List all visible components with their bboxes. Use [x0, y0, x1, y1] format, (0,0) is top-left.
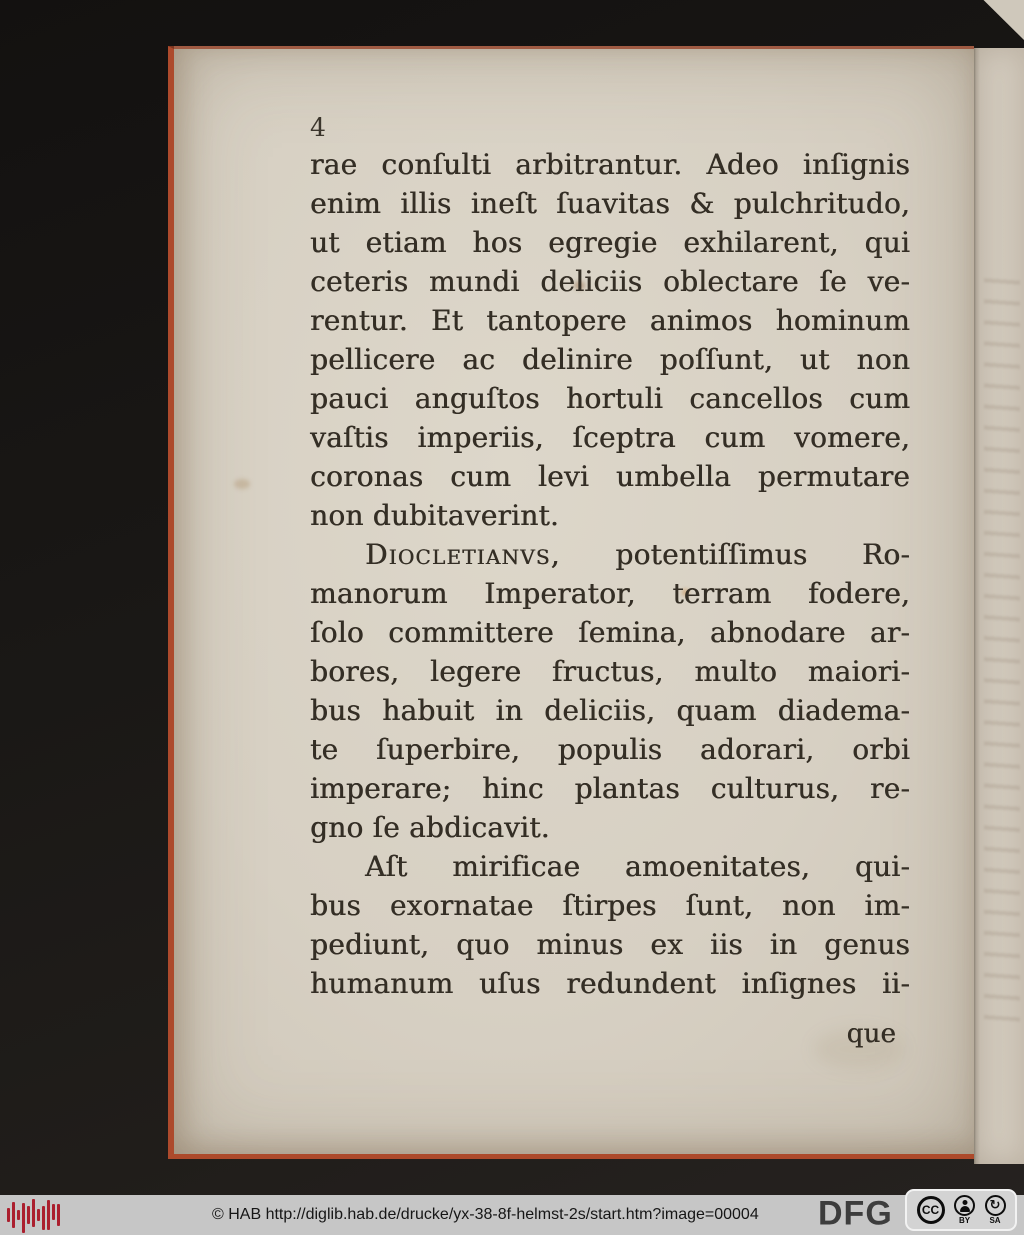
cc-icon: CC	[917, 1196, 945, 1224]
by-block	[954, 1195, 975, 1225]
text-line: enim illis ineſt ſuavitas & pulchritudo,	[310, 187, 910, 220]
text-line: bus habuit in deliciis, quam diadema-	[310, 694, 910, 727]
small-caps-name: Diocletianvs,	[365, 538, 561, 571]
text-line: pellicere ac delinire poſſunt, ut non	[310, 343, 910, 376]
text-line: pauci anguſtos hortuli cancellos cum	[310, 382, 910, 415]
sa-label: SA	[989, 1216, 1001, 1225]
text-line: coronas cum levi umbella permutare	[310, 460, 910, 493]
next-page-edge	[974, 48, 1024, 1164]
text-line: bores, legere fructus, multo maiori-	[310, 655, 910, 688]
text-line: ceteris mundi deliciis oblectare ſe ve-	[310, 265, 910, 298]
by-label: BY	[958, 1216, 971, 1225]
text-line: ut etiam hos egregie exhilarent, qui	[310, 226, 910, 259]
text-line: pediunt, quo minus ex iis in genus	[310, 928, 910, 961]
text-block	[310, 145, 910, 1054]
text-line-rest: potentiſſimus Ro-	[560, 538, 910, 571]
sa-block	[985, 1195, 1006, 1225]
page-corner	[980, 0, 1024, 40]
paper-stain	[234, 479, 250, 489]
text-line	[310, 535, 910, 574]
text-line: te ſuperbire, populis adorari, orbi	[310, 733, 910, 766]
copyright-text: © HAB http://diglib.hab.de/drucke/yx-38-8f-helmst-2s/start.htm?image=00004	[212, 1206, 759, 1223]
text-line: rae conſulti arbitrantur. Adeo inſignis	[310, 148, 910, 181]
hab-logo-icon	[7, 1198, 67, 1232]
text-line: gno ſe abdicavit.	[310, 811, 550, 844]
catchword: que	[846, 1019, 896, 1049]
text-line: non dubitaverint.	[310, 499, 559, 532]
text-line: ſolo committere ſemina, abnodare ar-	[310, 616, 910, 649]
sa-icon: ↻	[985, 1195, 1006, 1216]
text-line: bus exornatae ſtirpes ſunt, non im-	[310, 889, 910, 922]
text-line: imperare; hinc plantas culturus, re-	[310, 772, 910, 805]
by-icon	[954, 1195, 975, 1216]
text-line: Aſt mirificae amoenitates, qui-	[365, 850, 910, 883]
footer-bar	[0, 1195, 1024, 1235]
text-line: vaſtis imperiis, ſceptra cum vomere,	[310, 421, 910, 454]
dfg-logo: DFG	[818, 1194, 893, 1233]
text-line: manorum Imperator, terram fodere,	[310, 577, 910, 610]
page-number: 4	[310, 113, 326, 142]
book-page	[168, 46, 974, 1159]
text-line: humanum uſus redundent inſignes ii-	[310, 967, 910, 1000]
text-line: rentur. Et tantopere animos hominum	[310, 304, 910, 337]
cc-license-badge	[905, 1189, 1017, 1231]
